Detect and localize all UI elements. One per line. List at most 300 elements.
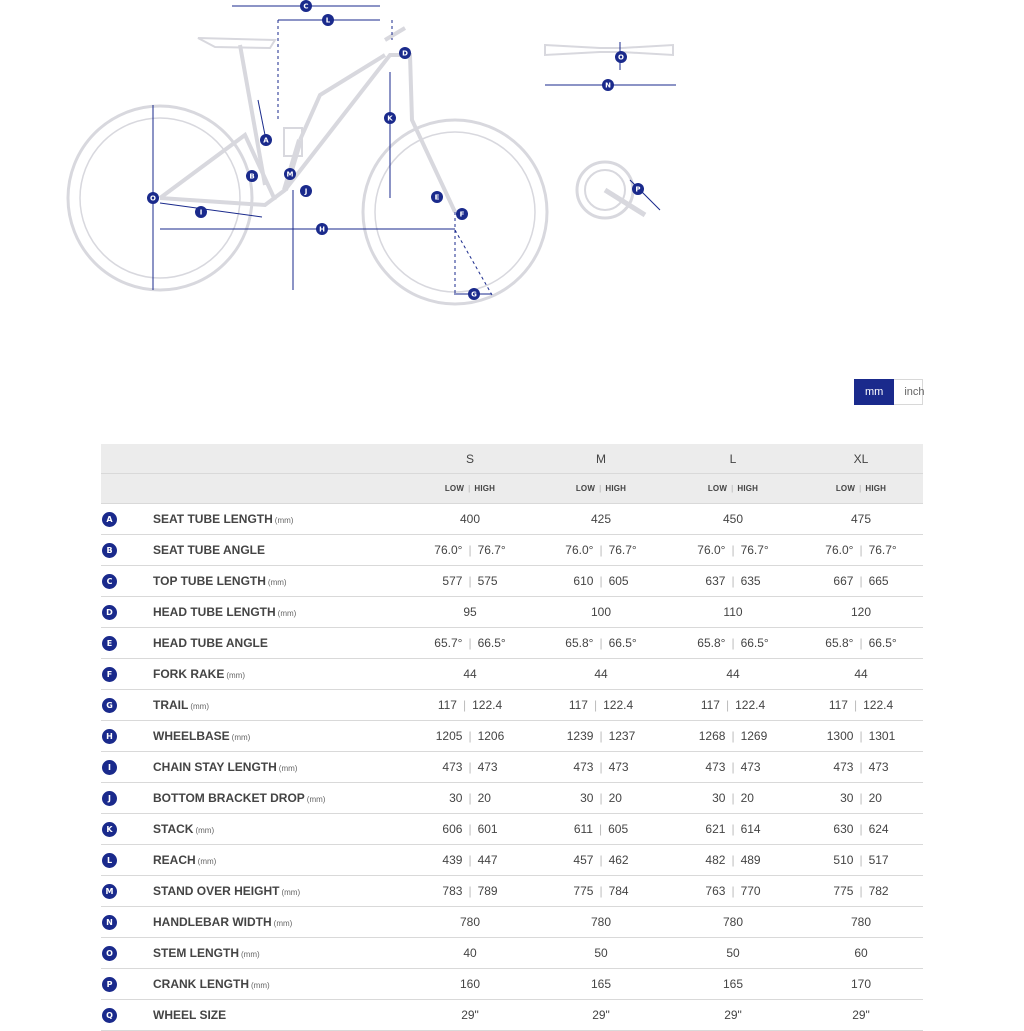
badge-letter: D [402,49,408,58]
separator: | [599,791,603,805]
value-cell [667,969,799,1000]
size-header-m: M [535,444,667,474]
low-value: 473 [705,760,726,774]
high-value: 575 [477,574,498,588]
value: 780 [722,915,744,929]
size-header-l: L [667,444,799,474]
badge-letter: K [387,114,393,123]
value-cell [667,938,799,969]
value-cell [799,504,923,535]
low-high-label [799,474,923,504]
value-cell [405,969,535,1000]
unit-inch-button[interactable]: inch [894,380,922,404]
low-value: 1205 [435,729,463,743]
low-value: 30 [712,791,726,805]
header-spacer [153,474,405,504]
separator: | [731,636,735,650]
dimension-letter-badge: C [102,574,117,589]
high-value: 1301 [868,729,896,743]
low-value: 457 [573,853,594,867]
separator: | [859,760,863,774]
size-header-row [101,444,923,474]
badge-letter: O [150,194,156,203]
value-cell [405,876,535,907]
unit-toggle [854,379,923,405]
badge-letter: J [304,187,308,196]
value-cell [405,752,535,783]
badge-cell [101,876,153,907]
high-value: 489 [740,853,761,867]
measurement-label-cell [153,1000,405,1031]
measurement-label: TRAIL [153,698,189,712]
value-cell [535,907,667,938]
high-value: 122.4 [472,698,503,712]
badge-letter: N [605,81,611,90]
diagram-letter-badge [615,51,627,63]
badge-cell [101,783,153,814]
unit-label: (mm) [274,516,294,525]
value-cell [799,969,923,1000]
dimension-letter-badge: Q [102,1008,117,1023]
unit-label: (mm) [273,919,293,928]
table-row [101,845,923,876]
high-value: 473 [868,760,889,774]
separator: | [853,698,858,712]
value-cell [405,690,535,721]
value: 425 [590,512,612,526]
measurement-label-cell [153,566,405,597]
value-cell [799,907,923,938]
high-value: 624 [868,822,889,836]
badge-cell [101,845,153,876]
high-value: 122.4 [863,698,894,712]
separator: | [599,729,603,743]
value-cell [535,504,667,535]
table-row [101,876,923,907]
measurement-label: STACK [153,822,194,836]
measurement-label: SEAT TUBE ANGLE [153,543,266,557]
badge-letter: F [459,210,465,219]
value-cell [535,938,667,969]
value-cell [667,566,799,597]
badge-cell [101,1000,153,1031]
high-value: 789 [477,884,498,898]
separator: | [598,822,603,836]
high-value: 76.7° [477,543,506,557]
diagram-letter-badge [431,191,443,203]
diagram-letter-badge [399,47,411,59]
high-value: 66.5° [740,636,769,650]
high-value: 76.7° [740,543,769,557]
high-value: 1206 [477,729,505,743]
separator: | [731,822,735,836]
high-value: 76.7° [608,543,637,557]
value-cell [799,752,923,783]
badge-letter: A [263,136,269,145]
high-value: 66.5° [477,636,506,650]
value: 780 [590,915,612,929]
low-value: 775 [833,884,854,898]
low-value: 30 [840,791,854,805]
value-cell [405,566,535,597]
value: 110 [723,605,743,619]
measurement-label: FORK RAKE [153,667,225,681]
badge-letter: P [635,185,641,194]
unit-label: (mm) [251,981,270,990]
table-row [101,504,923,535]
separator: | [859,729,863,743]
low-value: 667 [833,574,854,588]
value-cell [667,721,799,752]
badge-cell [101,969,153,1000]
value-cell [535,783,667,814]
value-cell [535,628,667,659]
value: 95 [463,605,477,619]
value-cell [405,783,535,814]
separator: | [731,791,735,805]
measurement-label-cell [153,597,405,628]
badge-cell [101,814,153,845]
low-value: 65.8° [697,636,726,650]
measurement-label-cell [153,752,405,783]
badge-letter: B [249,172,255,181]
low-value: 30 [449,791,463,805]
badge-letter: E [434,193,440,202]
low-value: 621 [705,822,726,836]
geometry-table [101,444,923,1031]
separator: | [599,636,603,650]
low-value: 117 [437,698,457,712]
low-value: 76.0° [434,543,463,557]
value-cell [799,628,923,659]
value: 160 [459,977,481,991]
dimension-letter-badge: A [102,512,117,527]
low-value: 1300 [826,729,854,743]
high-value: 614 [740,822,761,836]
value-cell [667,535,799,566]
diagram-letter-badge [468,288,480,300]
badge-cell [101,504,153,535]
high-value: 66.5° [608,636,637,650]
separator: | [468,853,472,867]
badge-letter: H [319,225,325,234]
badge-letter: M [286,170,294,179]
dimension-letter-badge: K [102,822,117,837]
diagram-letter-badge [316,223,328,235]
low-value: 439 [442,853,463,867]
high-value: 1237 [608,729,636,743]
measurement-label-cell [153,628,405,659]
value: 50 [726,946,740,960]
dimension-letter-badge: N [102,915,117,930]
separator: | [731,760,735,774]
high-value: 601 [477,822,498,836]
value-cell [405,845,535,876]
high-value: 447 [477,853,498,867]
value-cell [667,504,799,535]
header-spacer [101,444,153,474]
separator: | [468,884,472,898]
badge-cell [101,628,153,659]
table-row [101,690,923,721]
value-cell [535,845,667,876]
high-value: 473 [740,760,761,774]
separator: | [468,729,472,743]
value-cell [667,659,799,690]
value: 44 [726,667,740,681]
separator: | [859,853,863,867]
value-cell [535,876,667,907]
measurement-label-cell [153,969,405,1000]
value-cell [799,690,923,721]
dimension-letter-badge: E [102,636,117,651]
bike-geometry-diagram [0,0,1024,320]
value: 29" [461,1008,479,1022]
unit-mm-button[interactable]: mm [854,379,894,405]
measurement-label: STEM LENGTH [153,946,239,960]
badge-cell [101,566,153,597]
diagram-letter-badge [456,208,468,220]
measurement-label: HANDLEBAR WIDTH [153,915,272,929]
low-value: 611 [573,822,593,836]
unit-label: (mm) [281,888,301,897]
value-cell [535,659,667,690]
table-row [101,969,923,1000]
measurement-label-cell [153,814,405,845]
separator: | [731,574,735,588]
separator: | [725,698,730,712]
low-value: 637 [705,574,726,588]
diagram-letter-badge [246,170,258,182]
value-cell [535,690,667,721]
low-value: 510 [833,853,854,867]
high-value: 605 [608,574,629,588]
unit-label: (mm) [231,733,251,742]
separator: | [859,574,863,588]
measurement-label-cell [153,690,405,721]
header-spacer [101,474,153,504]
measurement-label: REACH [153,853,196,867]
dimension-letter-badge: M [102,884,117,899]
high-label: HIGH [737,484,759,493]
separator: | [731,543,735,557]
value-cell [667,845,799,876]
value: 400 [459,512,481,526]
separator: | [468,822,472,836]
dimension-letter-badge: I [102,760,117,775]
low-value: 65.8° [565,636,594,650]
measurement-label: CRANK LENGTH [153,977,249,991]
diagram-letter-badge [602,79,614,91]
table-row [101,597,923,628]
value-cell [799,566,923,597]
table-row [101,814,923,845]
low-value: 65.7° [434,636,463,650]
high-value: 122.4 [735,698,766,712]
table-row [101,783,923,814]
low-value: 117 [828,698,848,712]
value-cell [535,752,667,783]
value-cell [799,845,923,876]
value: 29" [724,1008,742,1022]
separator: | [859,484,862,493]
separator: | [468,543,472,557]
high-value: 635 [740,574,761,588]
value: 165 [722,977,744,991]
low-label: LOW [835,484,856,493]
low-label: LOW [707,484,728,493]
value: 29" [852,1008,870,1022]
size-header-xl: XL [799,444,923,474]
value: 100 [590,605,612,619]
table-row [101,628,923,659]
dimension-letter-badge: H [102,729,117,744]
badge-cell [101,659,153,690]
value-cell [799,938,923,969]
table-row [101,659,923,690]
low-value: 775 [573,884,594,898]
separator: | [468,484,471,493]
separator: | [599,574,603,588]
table-row [101,938,923,969]
unit-label: (mm) [267,578,287,587]
high-value: 517 [868,853,889,867]
high-value: 20 [868,791,882,805]
badge-cell [101,907,153,938]
value: 780 [850,915,872,929]
value-cell [799,783,923,814]
value: 40 [463,946,477,960]
high-value: 76.7° [868,543,897,557]
separator: | [468,636,472,650]
high-value: 122.4 [603,698,634,712]
measurement-label: SEAT TUBE LENGTH [153,512,273,526]
value-cell [667,628,799,659]
separator: | [731,484,734,493]
badge-cell [101,721,153,752]
separator: | [731,853,735,867]
separator: | [859,822,863,836]
badge-letter: C [303,2,309,11]
badge-letter: O [618,53,624,62]
diagram-letter-badge [300,0,312,12]
separator: | [599,853,603,867]
value-cell [799,535,923,566]
separator: | [731,729,735,743]
value: 44 [594,667,608,681]
value-cell [667,1000,799,1031]
value-cell [667,907,799,938]
low-value: 76.0° [825,543,854,557]
value: 120 [850,605,872,619]
diagram-letter-badge [384,112,396,124]
separator: | [468,574,472,588]
low-value: 1268 [698,729,726,743]
dimension-letter-badge: F [102,667,117,682]
value: 475 [850,512,872,526]
low-value: 76.0° [697,543,726,557]
value-cell [799,597,923,628]
unit-label: (mm) [306,795,326,804]
low-value: 117 [700,698,720,712]
low-value: 630 [833,822,854,836]
value: 170 [850,977,872,991]
separator: | [859,884,863,898]
value-cell [405,504,535,535]
value-cell [535,814,667,845]
diagram-letter-badge [284,168,296,180]
low-value: 763 [705,884,726,898]
value-cell [667,690,799,721]
dimension-letter-badge: B [102,543,117,558]
low-value: 30 [580,791,594,805]
measurement-label: HEAD TUBE LENGTH [153,605,276,619]
high-value: 1269 [740,729,768,743]
measurement-label: TOP TUBE LENGTH [153,574,266,588]
value-cell [667,597,799,628]
high-value: 605 [608,822,629,836]
high-value: 462 [608,853,629,867]
value-cell [799,1000,923,1031]
high-label: HIGH [865,484,887,493]
separator: | [859,636,863,650]
measurement-label-cell [153,845,405,876]
high-value: 770 [740,884,761,898]
value-cell [667,814,799,845]
low-value: 482 [705,853,726,867]
high-value: 782 [868,884,889,898]
low-value: 117 [568,698,588,712]
table-row [101,1000,923,1031]
diagram-letter-badge [322,14,334,26]
diagram-letter-badge [632,183,644,195]
unit-label: (mm) [195,826,215,835]
high-value: 20 [740,791,754,805]
measurement-label: WHEEL SIZE [153,1008,227,1022]
value-cell [799,876,923,907]
value: 165 [590,977,612,991]
high-label: HIGH [605,484,627,493]
value: 450 [722,512,744,526]
measurement-label-cell [153,504,405,535]
high-value: 665 [868,574,889,588]
low-high-header-row [101,474,923,504]
size-header-s: S [405,444,535,474]
dimension-letter-badge: G [102,698,117,713]
value-cell [405,628,535,659]
measurement-label: HEAD TUBE ANGLE [153,636,268,650]
value-cell [405,659,535,690]
value-cell [667,752,799,783]
value: 50 [594,946,608,960]
value-cell [535,597,667,628]
table-row [101,535,923,566]
value-cell [535,535,667,566]
badge-letter: L [325,16,331,25]
table-row [101,907,923,938]
separator: | [599,543,603,557]
value-cell [799,721,923,752]
separator: | [731,884,735,898]
value-cell [405,535,535,566]
dimension-letter-badge: J [102,791,117,806]
unit-label: (mm) [226,671,245,680]
table-row [101,752,923,783]
value: 60 [854,946,868,960]
value: 44 [463,667,477,681]
high-value: 473 [608,760,629,774]
measurement-label-cell [153,783,405,814]
